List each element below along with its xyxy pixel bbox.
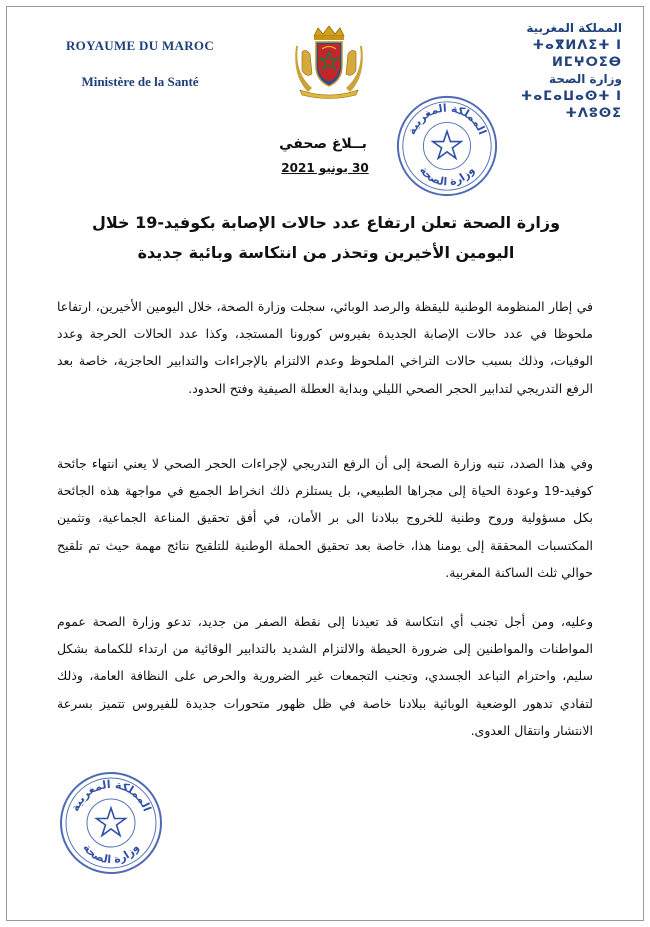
ministry-stamp-icon: [393, 92, 501, 200]
stamp-top-text: المملكة المغربية: [405, 101, 490, 137]
ministry-name-ar: وزارة الصحة: [548, 72, 622, 86]
paragraph: في إطار المنظومة الوطنية لليقظة والرصد الوبائي، سجلت وزارة الصحة، خلال اليومين الأخيرين، ارتفاعا ملحوظا في عدد حالات الإصابة الجديدة بفيروس كورونا المستجد، وكذا عدد الحالات الحرجة وعدد الوفيات، وذلك بسبب حالات التراخي الملحوظ وعدم الالتزام بالإجراءات والتدابير الحاجزية، خاصة بعد الرفع التدريجي لتدابير الحجر الصحي الليلي وبداية العطلة الصيفية وفتح الحدود.: [57, 299, 593, 396]
ministry-name-tifinagh: ⵜⴰⵎⴰⵡⴰⵙⵜ ⵏ ⵜⴷⵓⵙⵉ: [520, 89, 622, 121]
french-header: [40, 38, 240, 90]
country-name-fr: ROYAUME DU MAROC: [65, 38, 215, 53]
press-release-label: بــلاغ صحفي: [279, 136, 367, 152]
kingdom-name-tifinagh: ⵜⴰⴳⵍⴷⵉⵜ ⵏ ⵍⵎⵖⵔⵉⴱ: [532, 38, 622, 70]
stamp-top-text: المملكة المغربية: [68, 777, 154, 814]
ministry-stamp-icon: [56, 768, 166, 878]
stamp-bottom-text: وزارة الصحة: [416, 163, 478, 189]
royal-coat-of-arms-icon: [292, 22, 366, 100]
paragraph: وفي هذا الصدد، تنبه وزارة الصحة إلى أن الرفع التدريجي لإجراءات الحجر الصحي لا يعني انتهاء جائحة كوفيد-19 وعودة الحياة إلى مجراها الطبيعي، بل يستلزم ذلك انخراط الجميع في مواجهة هذه الجائحة بكل مسؤولية وروح وطنية للخروج ببلادنا الى بر الأمان، في أفق تحقيق المناعة الجماعية، وتثمين المكتسبات المحققة إلى يومنا هذا، خاصة بعد تحقيق الحملة الوطنية للتلقيح نتائج مهمة حيث تم تلقيح حوالي ثلث الساكنة المغربية.: [57, 456, 593, 580]
stamp-bottom-text: وزارة الصحة: [80, 841, 142, 867]
release-title: وزارة الصحة تعلن ارتفاع عدد حالات الإصابة بكوفيد-19 خلال اليومين الأخيرين وتحذر من انتكاسة وبائية جديدة: [91, 213, 561, 262]
paragraph: وعليه، ومن أجل تجنب أي انتكاسة قد تعيدنا إلى نقطة الصفر من جديد، تدعو وزارة الصحة عموم المواطنات والمواطنين إلى ضرورة الحيطة والالتزام الشديد بالتدابير الوقائية من ارتداء للكمامة بشكل سليم، واحترام التباعد الجسدي، وتجنب التجمعات غير الضرورية والحرص على النظافة العامة، وذلك لتفادي تدهور الوضعية الوبائية ببلادنا خاصة في ظل ظهور متحورات جديدة للفيروس تتميز بسرعة الانتشار وانتقال العدوى.: [57, 614, 593, 738]
kingdom-name-ar: المملكة المغربية: [526, 21, 622, 35]
ministry-name-fr: Ministère de la Santé: [81, 74, 199, 89]
release-date: 30 يونيو 2021: [281, 161, 369, 175]
